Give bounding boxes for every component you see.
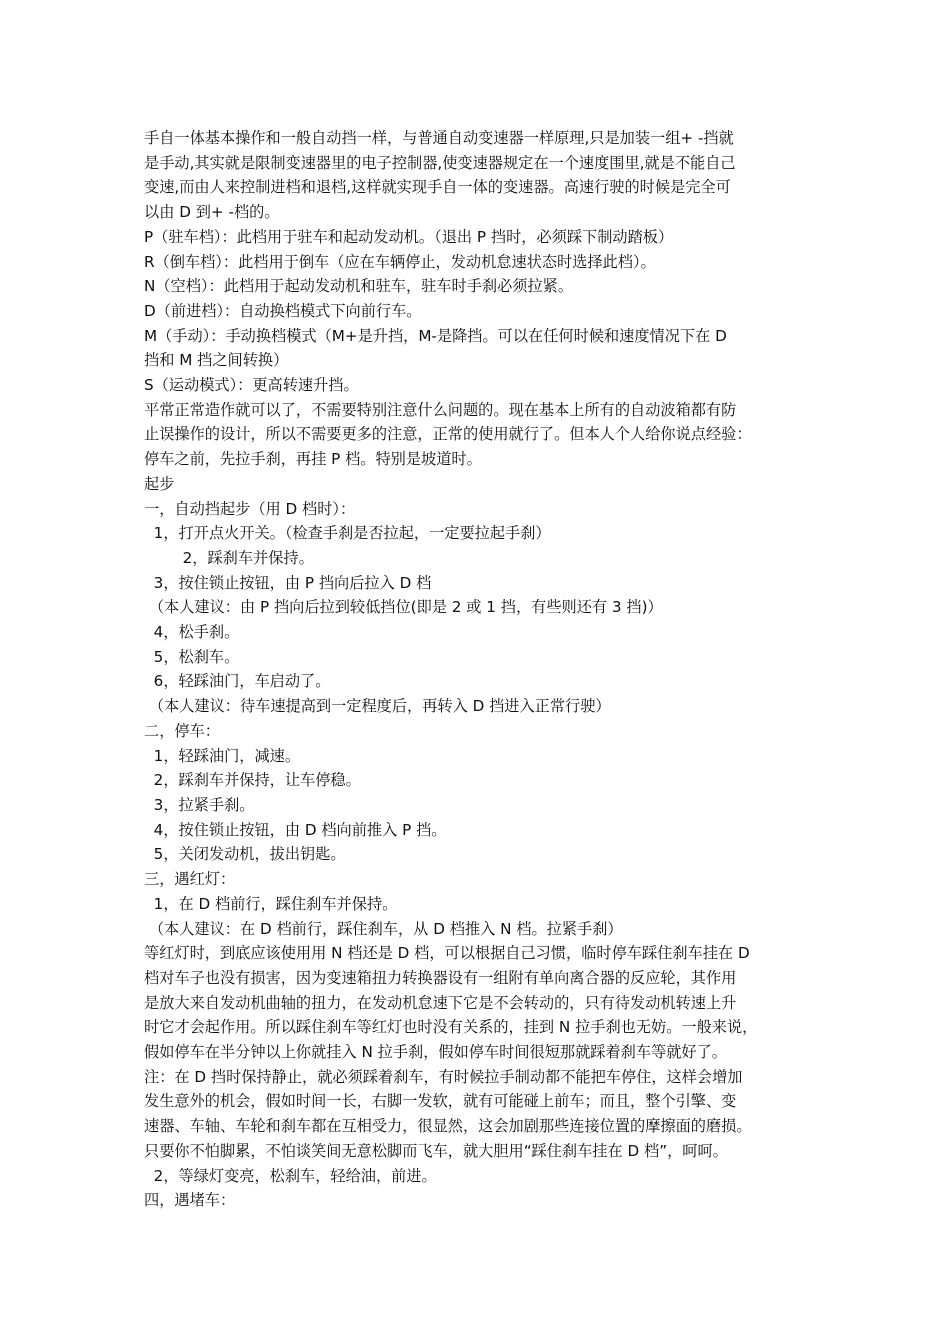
section-2-step-3: 3，拉紧手刹。 (144, 795, 255, 814)
caution-line-1: 注：在 D 挡时保持静止，就必须踩着刹车，有时候拉手制动都不能把车停住，这样会增加 (144, 1067, 743, 1086)
advice-line-1: 平常正常造作就可以了，不需要特别注意什么问题的。现在基本上所有的自动波箱都有防 (144, 400, 737, 419)
section-1-step-2: 2，踩刹车并保持。 (144, 548, 314, 567)
section-3-note: （本人建议：在 D 档前行，踩住刹车，从 D 档推入 N 档。拉紧手刹） (144, 919, 623, 938)
caution-line-4: 只要你不怕脚累，不怕谈笑间无意松脚而飞车，就大胆用“踩住刹车挂在 D 档”，呵呵。 (144, 1141, 728, 1160)
caution-line-3: 速器、车轴、车轮和刹车都在互相受力，很显然，这会加剧那些连接位置的摩擦面的磨损。 (144, 1117, 752, 1136)
section-2-step-2: 2，踩刹车并保持，让车停稳。 (144, 771, 361, 790)
section-2-step-4: 4，按住锁止按钮，由 D 档向前推入 P 挡。 (144, 820, 447, 839)
section-2-step-1: 1，轻踩油门，减速。 (144, 746, 301, 765)
red-light-para-line-5: 假如停车在半分钟以上你就挂入 N 拉手刹，假如停车时间很短那就踩着刹车等就好了。 (144, 1043, 727, 1062)
section-1-step-1: 1，打开点火开关。（检查手刹是否拉起，一定要拉起手刹） (144, 524, 551, 543)
caution-line-2: 发生意外的机会，假如时间一长，右脚一发软，就有可能碰上前车；而且，整个引擎、变 (144, 1092, 737, 1111)
section-1-step-4: 4，松手刹。 (144, 623, 240, 642)
section-1-step-3: 3，按住锁止按钮，由 P 挡向后拉入 D 档 (144, 573, 432, 592)
intro-line-4: 以由 D 到+ -档的。 (144, 203, 280, 222)
section-3-heading: 三，遇红灯： (144, 870, 236, 889)
gear-p-line: P（驻车档）：此档用于驻车和起动发动机。（退出 P 挡时，必须踩下制动踏板） (144, 227, 674, 246)
gear-r-line: R（倒车档）：此档用于倒车（应在车辆停止，发动机怠速状态时选择此档）。 (144, 252, 656, 271)
advice-line-3: 停车之前，先拉手刹，再挂 P 档。特别是坡道时。 (144, 450, 482, 469)
section-3-step-1: 1，在 D 档前行，踩住刹车并保持。 (144, 894, 398, 913)
section-3-step-2: 2，等绿灯变亮，松刹车，轻给油，前进。 (144, 1166, 437, 1185)
section-1-step-6: 6，轻踩油门，车启动了。 (144, 672, 331, 691)
red-light-para-line-4: 时它才会起作用。所以踩住刹车等红灯也时没有关系的，挂到 N 拉手刹也无妨。一般来说， (144, 1018, 758, 1037)
red-light-para-line-1: 等红灯时，到底应该使用用 N 档还是 D 档，可以根据自己习惯，临时停车踩住刹车挂在 D (144, 944, 750, 963)
document-body (144, 126, 812, 1213)
intro-line-2: 是手动,其实就是限制变速器里的电子控制器,使变速器规定在一个速度围里,就是不能自己 (144, 153, 736, 172)
intro-line-1: 手自一体基本操作和一般自动挡一样，与普通自动变速器一样原理,只是加装一组+ -挡就 (144, 129, 734, 147)
section-1-note-2: （本人建议：待车速提高到一定程度后，再转入 D 挡进入正常行驶） (144, 697, 611, 716)
section-2-heading: 二，停车： (144, 721, 220, 740)
red-light-para-line-3: 是放大来自发动机曲轴的扭力，在发动机怠速下它是不会转动的，只有待发动机转速上升 (144, 993, 737, 1012)
section-4-heading: 四，遇堵车： (144, 1191, 236, 1210)
section-1-step-5: 5，松刹车。 (144, 647, 240, 666)
red-light-para-line-2: 档对车子也没有损害，因为变速箱扭力转换器设有一组附有单向离合器的反应轮，其作用 (144, 968, 737, 987)
section-1-heading: 一，自动挡起步（用 D 档时）： (144, 499, 356, 518)
gear-d-line: D（前进档）：自动换档模式下向前行车。 (144, 301, 422, 320)
gear-m-line-2: 挡和 M 挡之间转换） (144, 351, 289, 370)
section-2-step-5: 5，关闭发动机，拔出钥匙。 (144, 845, 346, 864)
intro-line-3: 变速,而由人来控制进档和退档,这样就实现手自一体的变速器。高速行驶的时候是完全可 (144, 178, 731, 197)
section-1-note-1: （本人建议：由 P 挡向后拉到较低挡位(即是 2 或 1 挡，有些则还有 3 挡)） (144, 598, 663, 617)
section-heading-start: 起步 (144, 474, 175, 493)
gear-n-line: N（空档）：此档用于起动发动机和驻车，驻车时手刹必须拉紧。 (144, 277, 574, 296)
gear-s-line: S（运动模式）：更高转速升挡。 (144, 376, 359, 395)
advice-line-2: 止误操作的设计，所以不需要更多的注意，正常的使用就行了。但本人个人给你说点经验： (144, 425, 752, 444)
gear-m-line-1: M（手动）：手动换档模式（M+是升挡，M-是降挡。可以在任何时候和速度情况下在 D (144, 326, 727, 345)
